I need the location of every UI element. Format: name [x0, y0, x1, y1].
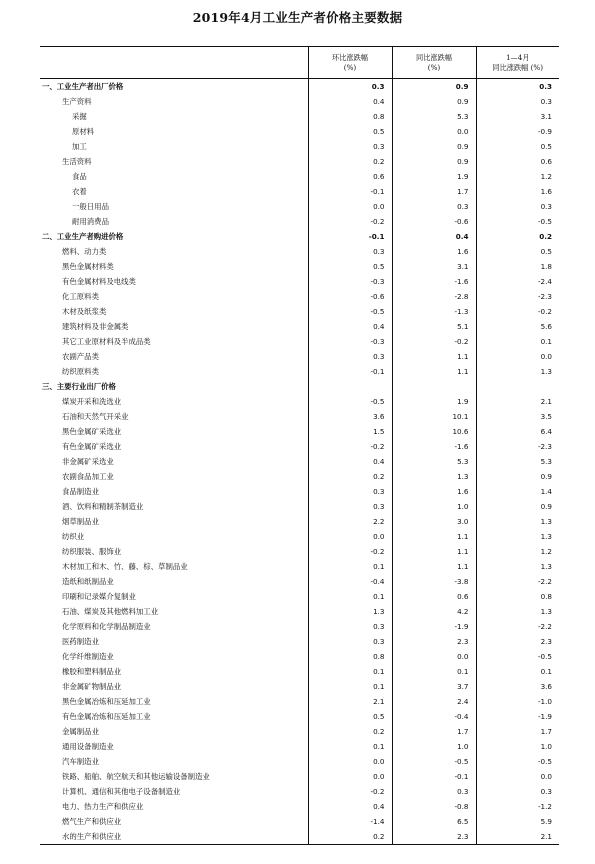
- row-label: 石油、煤炭及其他燃料加工业: [62, 607, 159, 616]
- row-label: 计算机、通信和其他电子设备制造业: [62, 787, 181, 796]
- mom-value: 3.6: [308, 409, 392, 424]
- yoy-value: 1.3: [392, 469, 476, 484]
- table-row: [40, 829, 559, 845]
- table-row: [40, 769, 559, 784]
- row-label: 生产资料: [62, 97, 92, 106]
- mom-value: [308, 379, 392, 394]
- ytd-value: 1.3: [476, 364, 559, 379]
- row-label: 农副食品加工业: [62, 472, 114, 481]
- table-row: [40, 514, 559, 529]
- row-label: 其它工业原材料及半成品类: [62, 337, 151, 346]
- ytd-value: -1.2: [476, 799, 559, 814]
- yoy-value: [392, 379, 476, 394]
- ytd-value: 5.6: [476, 319, 559, 334]
- ytd-value: -2.4: [476, 274, 559, 289]
- table-row: [40, 649, 559, 664]
- table-row: [40, 109, 559, 124]
- ytd-value: 1.0: [476, 739, 559, 754]
- table-row: [40, 184, 559, 199]
- mom-value: -0.3: [308, 274, 392, 289]
- table-row: [40, 799, 559, 814]
- mom-value: 0.4: [308, 94, 392, 109]
- ytd-value: -2.2: [476, 619, 559, 634]
- mom-value: 0.3: [308, 349, 392, 364]
- ytd-value: 0.2: [476, 229, 559, 244]
- row-label: 通用设备制造业: [62, 742, 114, 751]
- header-yoy-unit: (%): [427, 62, 441, 72]
- row-label: 黑色金属冶炼和压延加工业: [62, 697, 151, 706]
- ytd-value: 0.5: [476, 139, 559, 154]
- yoy-value: 0.9: [392, 139, 476, 154]
- mom-value: 0.4: [308, 319, 392, 334]
- mom-value: 0.0: [308, 769, 392, 784]
- yoy-value: 4.2: [392, 604, 476, 619]
- mom-value: -0.2: [308, 214, 392, 229]
- mom-value: -0.4: [308, 574, 392, 589]
- mom-value: 0.2: [308, 724, 392, 739]
- row-label: 烟草制品业: [62, 517, 99, 526]
- row-label: 木材加工和木、竹、藤、棕、草制品业: [62, 562, 188, 571]
- table-row: [40, 154, 559, 169]
- table-row: [40, 754, 559, 769]
- ytd-value: 1.4: [476, 484, 559, 499]
- table-row: [40, 319, 559, 334]
- row-label: 化学纤维制造业: [62, 652, 114, 661]
- mom-value: 0.8: [308, 649, 392, 664]
- table-row: [40, 334, 559, 349]
- table-row: [40, 709, 559, 724]
- table-row: [40, 634, 559, 649]
- table-row: [40, 139, 559, 154]
- mom-value: -0.2: [308, 439, 392, 454]
- table-row: [40, 124, 559, 139]
- mom-value: 0.3: [308, 619, 392, 634]
- mom-value: -0.3: [308, 334, 392, 349]
- table-row: [40, 814, 559, 829]
- row-label: 有色金属冶炼和压延加工业: [62, 712, 151, 721]
- row-label: 原材料: [72, 127, 95, 136]
- yoy-value: 1.7: [392, 724, 476, 739]
- ytd-value: 3.1: [476, 109, 559, 124]
- mom-value: -0.5: [308, 394, 392, 409]
- table-row: [40, 454, 559, 469]
- mom-value: 0.1: [308, 589, 392, 604]
- row-label: 酒、饮料和精制茶制造业: [62, 502, 144, 511]
- row-label: 水的生产和供应业: [40, 829, 308, 845]
- mom-value: 0.1: [308, 559, 392, 574]
- yoy-value: -3.8: [392, 574, 476, 589]
- mom-value: -0.2: [308, 544, 392, 559]
- yoy-value: -2.8: [392, 289, 476, 304]
- row-label: 医药制造业: [62, 637, 99, 646]
- ytd-value: 2.3: [476, 634, 559, 649]
- table-row: [40, 469, 559, 484]
- mom-value: 2.2: [308, 514, 392, 529]
- row-label: 耐用消费品: [72, 217, 109, 226]
- mom-value: 1.3: [308, 604, 392, 619]
- mom-value: 0.4: [308, 799, 392, 814]
- yoy-value: 0.3: [392, 784, 476, 799]
- yoy-value: 6.5: [392, 814, 476, 829]
- row-label: 电力、热力生产和供应业: [62, 802, 144, 811]
- ytd-value: 6.4: [476, 424, 559, 439]
- ytd-value: 1.8: [476, 259, 559, 274]
- row-label: 建筑材料及非金属类: [62, 322, 129, 331]
- mom-value: 0.1: [308, 739, 392, 754]
- row-label: 木材及纸浆类: [62, 307, 107, 316]
- header-ytd-label: 1—4月: [505, 52, 530, 62]
- row-label: 化工原料类: [62, 292, 99, 301]
- mom-value: -0.6: [308, 289, 392, 304]
- yoy-value: 0.1: [392, 664, 476, 679]
- table-row: [40, 559, 559, 574]
- table-row: [40, 544, 559, 559]
- row-label: 一般日用品: [72, 202, 109, 211]
- table-row: [40, 274, 559, 289]
- ytd-value: 0.0: [476, 769, 559, 784]
- yoy-value: 1.9: [392, 169, 476, 184]
- mom-value: 0.3: [308, 484, 392, 499]
- yoy-value: 2.4: [392, 694, 476, 709]
- table-row: [40, 724, 559, 739]
- ytd-value: 1.3: [476, 604, 559, 619]
- yoy-value: 1.1: [392, 529, 476, 544]
- ytd-value: 1.6: [476, 184, 559, 199]
- ytd-value: 1.7: [476, 724, 559, 739]
- table-row: [40, 394, 559, 409]
- mom-value: 0.3: [308, 139, 392, 154]
- row-label: 生活资料: [62, 157, 92, 166]
- ytd-value: 0.9: [476, 499, 559, 514]
- ytd-value: 1.3: [476, 529, 559, 544]
- yoy-value: 0.0: [392, 649, 476, 664]
- mom-value: -0.1: [308, 229, 392, 244]
- row-label: 纺织服装、服饰业: [62, 547, 122, 556]
- table-row: [40, 574, 559, 589]
- ytd-value: -1.0: [476, 694, 559, 709]
- ytd-value: 0.8: [476, 589, 559, 604]
- yoy-value: 1.0: [392, 499, 476, 514]
- table-row: [40, 604, 559, 619]
- yoy-value: 3.7: [392, 679, 476, 694]
- table-row: [40, 694, 559, 709]
- row-label: 造纸和纸制品业: [62, 577, 114, 586]
- table-row: [40, 349, 559, 364]
- header-ytd: [476, 47, 559, 79]
- table-row: [40, 409, 559, 424]
- yoy-value: 10.6: [392, 424, 476, 439]
- table-header: [40, 47, 559, 79]
- header-mom-label: 环比涨跌幅: [332, 52, 368, 62]
- mom-value: -0.1: [308, 184, 392, 199]
- row-label: 农副产品类: [62, 352, 99, 361]
- table-row: [40, 304, 559, 319]
- ytd-value: -0.2: [476, 304, 559, 319]
- table-row: [40, 619, 559, 634]
- mom-value: 2.1: [308, 694, 392, 709]
- ytd-value: 5.9: [476, 814, 559, 829]
- row-label: 非金属矿采选业: [62, 457, 114, 466]
- mom-value: 1.5: [308, 424, 392, 439]
- header-ytd-unit: 同比涨跌幅 (%): [492, 62, 544, 72]
- mom-value: 0.3: [308, 79, 392, 95]
- table-row: [40, 244, 559, 259]
- yoy-value: -0.2: [392, 334, 476, 349]
- yoy-value: 3.1: [392, 259, 476, 274]
- yoy-value: 0.4: [392, 229, 476, 244]
- mom-value: 0.0: [308, 754, 392, 769]
- row-label: 衣着: [72, 187, 87, 196]
- yoy-value: -0.6: [392, 214, 476, 229]
- yoy-value: -0.5: [392, 754, 476, 769]
- table-row: [40, 664, 559, 679]
- mom-value: -0.1: [308, 364, 392, 379]
- mom-value: 0.2: [308, 829, 392, 845]
- header-mom: [308, 47, 392, 79]
- ytd-value: 1.2: [476, 544, 559, 559]
- ytd-value: 2.1: [476, 394, 559, 409]
- ytd-value: 0.3: [476, 79, 559, 95]
- row-label: 三、主要行业出厂价格: [42, 382, 116, 391]
- table-row: [40, 214, 559, 229]
- mom-value: 0.1: [308, 679, 392, 694]
- ytd-value: 0.1: [476, 334, 559, 349]
- row-label: 化学原料和化学制品制造业: [62, 622, 151, 631]
- table-row: [40, 94, 559, 109]
- header-item-column: [40, 47, 308, 79]
- yoy-value: 0.6: [392, 589, 476, 604]
- header-mom-unit: (%): [343, 62, 357, 72]
- row-label: 有色金属矿采选业: [62, 442, 122, 451]
- yoy-value: 5.3: [392, 454, 476, 469]
- mom-value: 0.3: [308, 499, 392, 514]
- mom-value: -0.5: [308, 304, 392, 319]
- yoy-value: -0.4: [392, 709, 476, 724]
- yoy-value: 1.7: [392, 184, 476, 199]
- table-row: [40, 259, 559, 274]
- yoy-value: 1.1: [392, 364, 476, 379]
- ytd-value: -2.3: [476, 289, 559, 304]
- row-label: 铁路、船舶、航空航天和其他运输设备制造业: [62, 772, 210, 781]
- yoy-value: -1.9: [392, 619, 476, 634]
- section-row: [40, 229, 559, 244]
- row-label: 石油和天然气开采业: [62, 412, 129, 421]
- ytd-value: 0.3: [476, 784, 559, 799]
- ytd-value: 2.1: [476, 829, 559, 845]
- table-row: [40, 529, 559, 544]
- yoy-value: -0.8: [392, 799, 476, 814]
- table-row: [40, 364, 559, 379]
- ytd-value: 3.5: [476, 409, 559, 424]
- mom-value: 0.3: [308, 634, 392, 649]
- page-title: 2019年4月工业生产者价格主要数据: [192, 10, 403, 25]
- mom-value: 0.0: [308, 529, 392, 544]
- table-row: [40, 739, 559, 754]
- row-label: 纺织业: [62, 532, 85, 541]
- table-row: [40, 424, 559, 439]
- yoy-value: 1.9: [392, 394, 476, 409]
- yoy-value: -1.3: [392, 304, 476, 319]
- yoy-value: 0.9: [392, 154, 476, 169]
- ytd-value: 0.6: [476, 154, 559, 169]
- ytd-value: -0.5: [476, 649, 559, 664]
- mom-value: 0.2: [308, 469, 392, 484]
- mom-value: 0.4: [308, 454, 392, 469]
- ytd-value: 0.3: [476, 199, 559, 214]
- ytd-value: 0.3: [476, 94, 559, 109]
- table-row: [40, 589, 559, 604]
- row-label: 橡胶和塑料制品业: [62, 667, 122, 676]
- yoy-value: -0.1: [392, 769, 476, 784]
- row-label: 黑色金属矿采选业: [62, 427, 122, 436]
- header-yoy: [392, 47, 476, 79]
- ytd-value: -2.2: [476, 574, 559, 589]
- mom-value: 0.5: [308, 259, 392, 274]
- price-data-table: [40, 46, 559, 845]
- yoy-value: -1.6: [392, 439, 476, 454]
- yoy-value: 1.0: [392, 739, 476, 754]
- row-label: 黑色金属材料类: [62, 262, 114, 271]
- yoy-value: 1.6: [392, 244, 476, 259]
- yoy-value: 0.9: [392, 94, 476, 109]
- row-label: 印刷和记录媒介复制业: [62, 592, 136, 601]
- yoy-value: 1.6: [392, 484, 476, 499]
- mom-value: 0.5: [308, 124, 392, 139]
- table-row: [40, 199, 559, 214]
- row-label: 二、工业生产者购进价格: [42, 232, 124, 241]
- yoy-value: 1.1: [392, 349, 476, 364]
- row-label: 燃气生产和供应业: [62, 817, 122, 826]
- header-yoy-label: 同比涨跌幅: [416, 52, 452, 62]
- ytd-value: 0.5: [476, 244, 559, 259]
- row-label: 纺织原料类: [62, 367, 99, 376]
- row-label: 加工: [72, 142, 87, 151]
- table-row: [40, 169, 559, 184]
- mom-value: 0.0: [308, 199, 392, 214]
- ytd-value: 0.0: [476, 349, 559, 364]
- row-label: 金属制品业: [62, 727, 99, 736]
- mom-value: 0.2: [308, 154, 392, 169]
- yoy-value: 10.1: [392, 409, 476, 424]
- table-row: [40, 439, 559, 454]
- yoy-value: 1.1: [392, 559, 476, 574]
- mom-value: 0.1: [308, 664, 392, 679]
- table-row: [40, 289, 559, 304]
- table-row: [40, 484, 559, 499]
- yoy-value: 0.0: [392, 124, 476, 139]
- yoy-value: 0.9: [392, 79, 476, 95]
- yoy-value: 3.0: [392, 514, 476, 529]
- ytd-value: 1.3: [476, 514, 559, 529]
- mom-value: -1.4: [308, 814, 392, 829]
- section-row: [40, 379, 559, 394]
- ytd-value: 5.3: [476, 454, 559, 469]
- table-row: [40, 784, 559, 799]
- row-label: 燃料、动力类: [62, 247, 107, 256]
- mom-value: 0.6: [308, 169, 392, 184]
- ytd-value: -2.3: [476, 439, 559, 454]
- yoy-value: -1.6: [392, 274, 476, 289]
- ytd-value: 0.1: [476, 664, 559, 679]
- section-row: [40, 79, 559, 95]
- ytd-value: -0.5: [476, 214, 559, 229]
- yoy-value: 5.3: [392, 109, 476, 124]
- table-row: [40, 679, 559, 694]
- row-label: 采掘: [72, 112, 87, 121]
- row-label: 一、工业生产者出厂价格: [42, 82, 124, 91]
- ytd-value: 1.3: [476, 559, 559, 574]
- yoy-value: 0.3: [392, 199, 476, 214]
- row-label: 食品制造业: [62, 487, 99, 496]
- yoy-value: 2.3: [392, 634, 476, 649]
- ytd-value: -0.5: [476, 754, 559, 769]
- mom-value: 0.5: [308, 709, 392, 724]
- mom-value: 0.8: [308, 109, 392, 124]
- table-body: [40, 79, 559, 845]
- ytd-value: -0.9: [476, 124, 559, 139]
- yoy-value: 1.1: [392, 544, 476, 559]
- ytd-value: [476, 379, 559, 394]
- ytd-value: 3.6: [476, 679, 559, 694]
- ytd-value: 1.2: [476, 169, 559, 184]
- row-label: 食品: [72, 172, 87, 181]
- mom-value: -0.2: [308, 784, 392, 799]
- ytd-value: -1.9: [476, 709, 559, 724]
- row-label: 煤炭开采和洗选业: [62, 397, 122, 406]
- table-row: [40, 499, 559, 514]
- row-label: 汽车制造业: [62, 757, 99, 766]
- row-label: 有色金属材料及电线类: [62, 277, 136, 286]
- yoy-value: 2.3: [392, 829, 476, 845]
- ytd-value: 0.9: [476, 469, 559, 484]
- mom-value: 0.3: [308, 244, 392, 259]
- yoy-value: 5.1: [392, 319, 476, 334]
- row-label: 非金属矿物制品业: [62, 682, 122, 691]
